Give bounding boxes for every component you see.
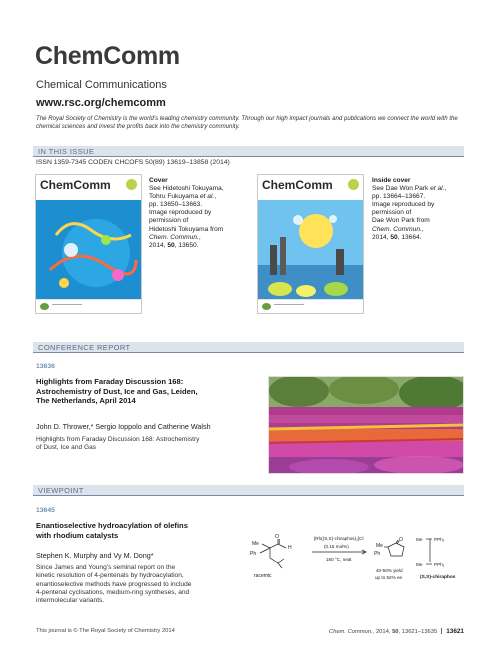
footer-page-number: 13621 xyxy=(446,628,464,635)
inside-cover-logo: ChemComm xyxy=(262,178,333,192)
tulip-field-photo xyxy=(268,376,464,474)
journal-url[interactable]: www.rsc.org/chemcomm xyxy=(36,97,166,109)
scheme-o-label: O xyxy=(399,537,403,543)
journal-intro: The Royal Society of Chemistry is the world’s leading chemistry community. Through our high impact journals and publications we connect the world with the chemical sciences and invest the profits back into the chemistry community. xyxy=(36,115,458,131)
rsc-logo-icon xyxy=(262,303,271,310)
footer-copyright: This journal is © The Royal Society of Chemistry 2014 xyxy=(36,628,175,634)
article-abstract: Since James and Young’s seminal report on the kinetic resolution of 4-pentenals by hydroacylation, enantioselective methods have progressed to include 4-pentenal cyclisations, medium-ring syntheses, and intermolecular variants. xyxy=(36,564,192,605)
section-conference-report xyxy=(33,342,464,353)
article-page-number[interactable]: 13645 xyxy=(36,507,55,514)
scheme-pph2-label: PPh₂ xyxy=(434,537,445,542)
section-heading: IN THIS ISSUE xyxy=(38,147,95,156)
scheme-racemic-label: racemic xyxy=(254,573,272,579)
scheme-me-label: Me xyxy=(416,537,423,542)
issn-line: ISSN 1359-7345 CODEN CHCOFS 50(89) 13619–13858 (2014) xyxy=(36,159,230,166)
section-heading: CONFERENCE REPORT xyxy=(38,343,131,352)
section-in-this-issue xyxy=(33,146,464,157)
cover-badge-icon xyxy=(126,179,137,190)
scheme-loading: (0.15 mol%) xyxy=(324,544,349,549)
cover-logo: ChemComm xyxy=(40,178,111,192)
inside-cover-badge-icon xyxy=(348,179,359,190)
inside-cover-image[interactable] xyxy=(257,174,364,314)
scheme-conditions: 160 °C, neat xyxy=(326,557,352,562)
inside-cover-label: Inside cover xyxy=(372,177,411,184)
scheme-ligand-label: (S,S)-chiraphos xyxy=(420,575,456,580)
scheme-me-label: Me xyxy=(376,543,383,549)
scheme-yield: 40-50% yield xyxy=(376,568,403,573)
scheme-me-label: Me xyxy=(416,562,423,567)
inside-cover-caption: Inside cover See Dae Won Park et al., pp. 13664–13667. Image reproduced by permission of Dae Won Park from Chem. Commun., 2014, 50, 13664. xyxy=(372,177,447,241)
footer-separator xyxy=(441,628,442,634)
article-page-number[interactable]: 13636 xyxy=(36,363,55,370)
cover-image[interactable] xyxy=(35,174,142,314)
rsc-logo-icon xyxy=(40,303,49,310)
section-heading: VIEWPOINT xyxy=(38,486,84,495)
scheme-me-label: Me xyxy=(252,541,259,547)
cover-caption: Cover See Hidetoshi Tokuyama, Tohru Fukuyama et al., pp. 13650–13663. Image reproduced by permission of Hidetoshi Tokuyama from Chem. Commun., 2014, 50, 13650. xyxy=(149,177,224,249)
scheme-ee: up to 52% ee xyxy=(375,575,403,580)
scheme-h-label: H xyxy=(288,545,292,551)
scheme-pph2-label: PPh₂ xyxy=(434,562,445,567)
cover-label: Cover xyxy=(149,177,168,184)
footer-citation: Chem. Commun., 2014, 50, 13621–13635 13621 xyxy=(328,628,464,635)
scheme-o-label: O xyxy=(275,534,279,540)
article-authors: John D. Thrower,* Sergio Ioppolo and Catherine Walsh xyxy=(36,422,211,431)
article-title[interactable]: Highlights from Faraday Discussion 168: Astrochemistry of Dust, Ice and Gas, Leiden, The Netherlands, April 2014 xyxy=(36,377,198,406)
article-title[interactable]: Enantioselective hydroacylation of olefins with rhodium catalysts xyxy=(36,521,188,540)
section-viewpoint xyxy=(33,485,464,496)
scheme-ph-label: Ph xyxy=(250,551,257,557)
article-abstract: Highlights from Faraday Discussion 168: Astrochemistry of Dust, Ice and Gas xyxy=(36,436,200,452)
reaction-scheme xyxy=(248,532,468,592)
scheme-ph-label: Ph xyxy=(374,551,381,557)
article-authors: Stephen K. Murphy and Vy M. Dong* xyxy=(36,551,154,560)
journal-title: ChemComm xyxy=(35,42,180,70)
scheme-catalyst: [Rh((S,S)-chiraphos)₂]Cl xyxy=(314,536,364,541)
journal-subtitle: Chemical Communications xyxy=(36,79,167,91)
